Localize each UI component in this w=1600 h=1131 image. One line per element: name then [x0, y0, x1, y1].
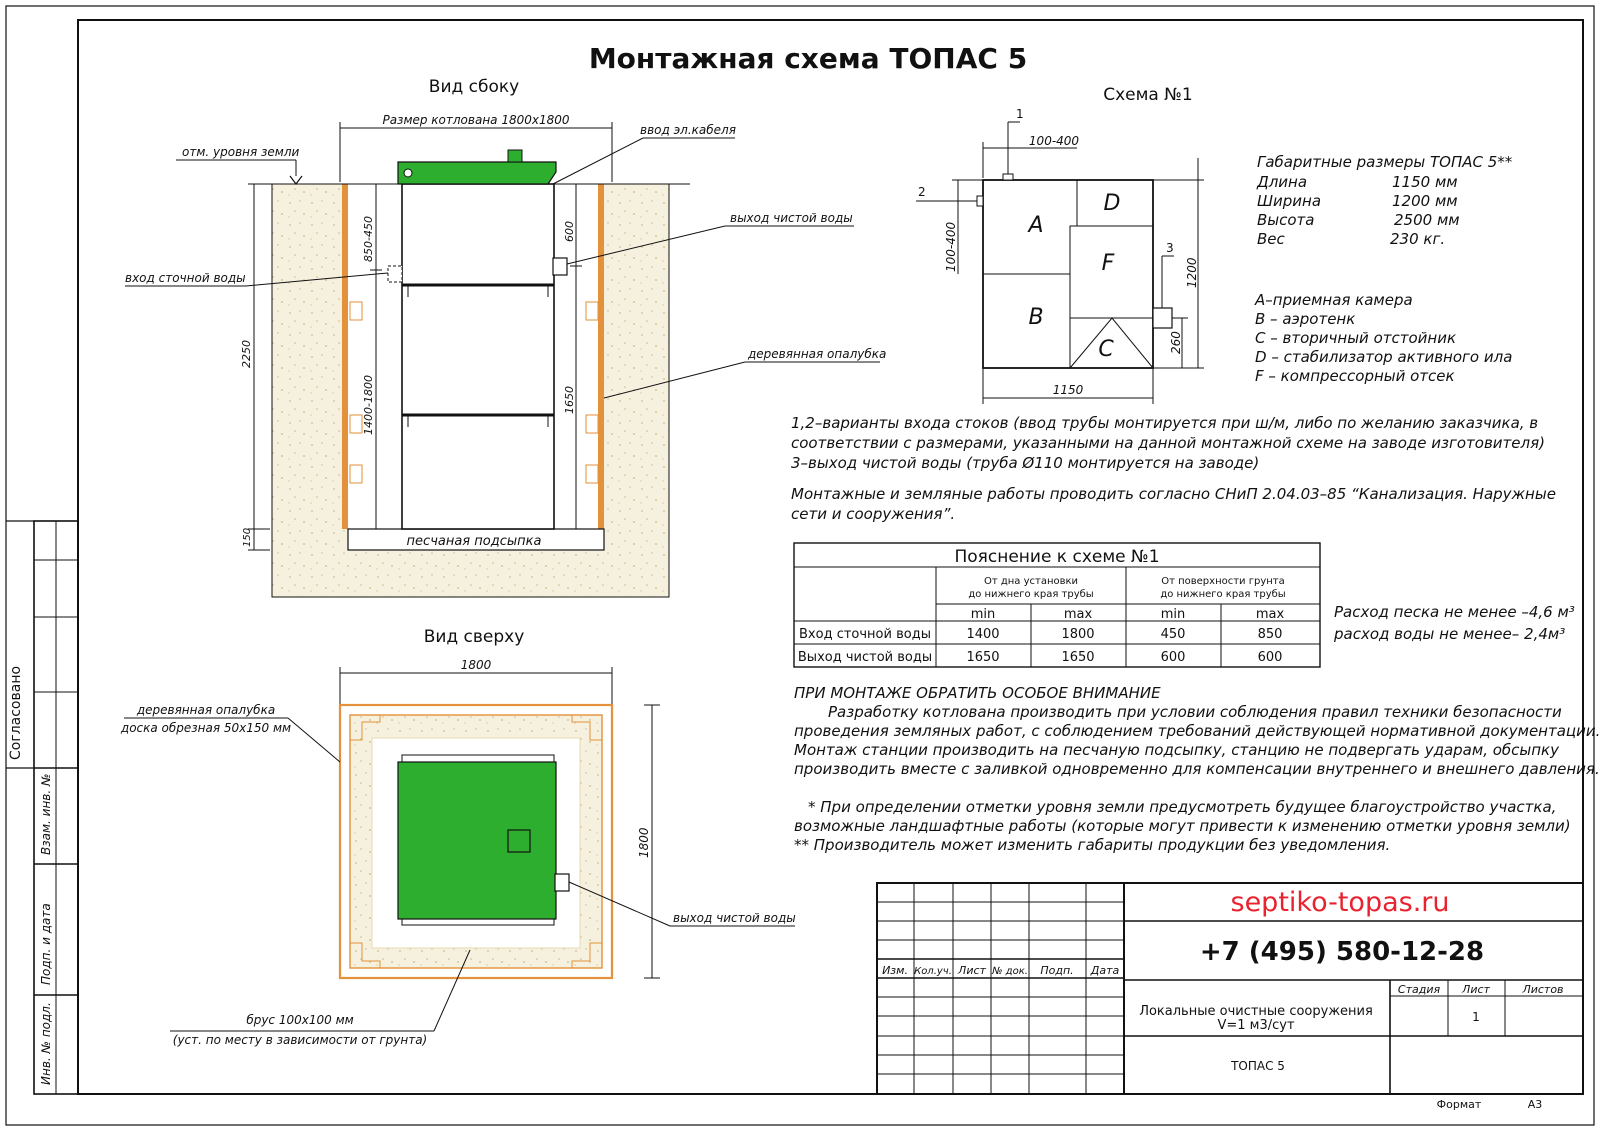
table-row-0-v1: 1800	[1061, 627, 1095, 642]
col-kol-uch: Кол.уч.	[914, 966, 952, 977]
table-sub-2: min	[1160, 607, 1186, 622]
dim-1400-1800: 1400-1800	[362, 375, 375, 435]
format-label: Формат	[1436, 1098, 1482, 1111]
spec-label-1: Ширина	[1257, 192, 1322, 210]
legend-item-b: В – аэротенк	[1255, 310, 1356, 328]
table-row-1-v1: 1650	[1061, 650, 1095, 665]
attention-line-2: Монтаж станции производить на песчаную подсыпку, станцию не подвергать ударам, обсыпку	[794, 741, 1559, 759]
table-row-0-label: Вход сточной воды	[799, 627, 931, 642]
table-sub-1: max	[1063, 607, 1093, 622]
legend	[1254, 291, 1512, 385]
stage-label: Стадия	[1397, 983, 1441, 996]
top-width-label: 1800	[460, 658, 492, 672]
note-snip-1: Монтажные и земляные работы проводить согласно СНиП 2.04.03–85 “Канализация. Наружные	[791, 485, 1556, 503]
section-b: B	[1028, 305, 1044, 330]
side-clean-out-label: выход чистой воды	[730, 211, 853, 225]
specs-title: Габаритные размеры ТОПАС 5**	[1257, 153, 1513, 171]
footnote-2: возможные ландшафтные работы (которые могут привести к изменению отметки уровня земли)	[794, 817, 1571, 835]
legend-item-d: D – стабилизатор активного ила	[1255, 348, 1513, 366]
note-variants-2: соответствии с размерами, указанными на данной монтажной схеме на заводе изготовителя)	[791, 434, 1545, 452]
table-sub-0: min	[970, 607, 996, 622]
waste-in-label: вход сточной воды	[125, 271, 246, 285]
dim-260: 260	[1169, 331, 1183, 354]
formwork-left	[342, 184, 348, 529]
sheet-number: 1	[1472, 1010, 1480, 1024]
marker-2: 2	[918, 185, 926, 199]
dim-1650: 1650	[563, 386, 576, 414]
beam-label-2: (уст. по месту в зависимости от грунта)	[172, 1033, 428, 1047]
top-formwork-label-1: деревянная опалубка	[136, 703, 276, 717]
desc-line-1: Локальные очистные сооружения	[1139, 1004, 1373, 1019]
inv-orig-label: Инв. № подл.	[39, 1002, 53, 1085]
footnote-3: ** Производитель может изменить габариты продукции без уведомления.	[794, 836, 1391, 854]
dim-2250: 2250	[240, 340, 253, 368]
tank-lid	[398, 162, 556, 184]
spec-label-2: Высота	[1257, 211, 1315, 229]
col-izm: Изм.	[882, 964, 908, 977]
legend-item-a: А–приемная камера	[1255, 291, 1413, 309]
side-waste-in-pipe	[388, 266, 402, 282]
notes	[791, 414, 1556, 523]
table-row-0-v2: 450	[1160, 627, 1186, 642]
top-tank	[398, 762, 556, 919]
attention-line-0: Разработку котлована производить при условии соблюдения правил техники безопасности	[828, 703, 1562, 721]
legend-item-f: F – компрессорный отсек	[1255, 367, 1455, 385]
side-clean-out-pipe	[553, 258, 567, 275]
table-row-0-v0: 1400	[966, 627, 1000, 642]
section-f: F	[1101, 251, 1115, 276]
section-c: C	[1098, 337, 1114, 362]
marker-1: 1	[1016, 107, 1024, 121]
website-link[interactable]: septiko-topas.ru	[1230, 887, 1450, 918]
agreed-label: Согласовано	[8, 665, 24, 760]
beam-label-1: брус 100х100 мм	[246, 1013, 354, 1027]
table-sub-3: max	[1255, 607, 1285, 622]
dim-top: 100-400	[1028, 134, 1080, 148]
cable-input-label: ввод эл.кабеля	[640, 123, 736, 137]
tank-body	[402, 184, 554, 529]
top-view	[120, 627, 796, 1047]
dim-left: 100-400	[944, 221, 958, 272]
product-name: ТОПАС 5	[1231, 1059, 1285, 1073]
side-view-heading: Вид сбоку	[428, 77, 520, 97]
spec-value-0: 1150 мм	[1392, 173, 1458, 191]
sand-label: песчаная подсыпка	[406, 534, 542, 549]
scheme-heading: Схема №1	[1103, 85, 1193, 105]
page-title: Монтажная схема ТОПАС 5	[588, 42, 1028, 75]
sheet-label: Лист	[1462, 983, 1490, 996]
side-view	[125, 77, 886, 597]
attention-line-1: проведения земляных работ, с соблюдением требований действующей нормативной документации.	[794, 722, 1600, 740]
table-group2-line1: От поверхности грунта	[1161, 576, 1285, 587]
attention-heading: ПРИ МОНТАЖЕ ОБРАТИТЬ ОСОБОЕ ВНИМАНИЕ	[794, 684, 1161, 702]
format-value: А3	[1527, 1098, 1543, 1111]
table-row-1-v2: 600	[1160, 650, 1186, 665]
col-n-dok: № док.	[992, 966, 1028, 977]
spec-value-1: 1200 мм	[1392, 192, 1458, 210]
section-a: A	[1028, 213, 1044, 238]
table-group1-line1: От дна установки	[983, 576, 1079, 587]
note-variants-3: 3–выход чистой воды (труба Ø110 монтируется на заводе)	[791, 454, 1260, 472]
sand-consumption: Расход песка не менее –4,6 м³	[1334, 603, 1575, 621]
note-snip-2: сети и сооружения”.	[791, 505, 956, 523]
note-variants-1: 1,2–варианты входа стоков (ввод трубы монтируется при ш/м, либо по желанию заказчика, в	[791, 414, 1539, 432]
table-title: Пояснение к схеме №1	[954, 547, 1160, 567]
sign-date-label: Подп. и дата	[39, 903, 53, 985]
dim-850-450: 850-450	[362, 216, 375, 262]
top-height-label: 1800	[637, 827, 651, 858]
table-row-1-label: Выход чистой воды	[797, 650, 933, 665]
dim-600: 600	[563, 221, 576, 242]
formwork-label: деревянная опалубка	[748, 347, 887, 361]
col-data: Дата	[1090, 964, 1120, 977]
pit-size-label: Размер котлована 1800х1800	[382, 113, 570, 127]
specs	[1256, 153, 1513, 248]
col-podp: Подп.	[1040, 964, 1074, 977]
attention-line-3: производить вместе с заливкой одновременно для компенсации внутреннего и внешнего давления.	[794, 760, 1600, 778]
explanation-table	[794, 543, 1320, 667]
formwork-right	[598, 184, 604, 529]
dim-right: 1200	[1185, 257, 1199, 288]
ground-mark-label: отм. уровня земли	[182, 145, 300, 159]
table-group1-line2: до нижнего края трубы	[968, 589, 1094, 600]
top-clean-out-label: выход чистой воды	[673, 911, 796, 925]
title-block	[877, 883, 1583, 1111]
replace-inv-label: Взам. инв. №	[39, 773, 53, 855]
sheets-label: Листов	[1522, 983, 1564, 996]
table-row-0-v3: 850	[1257, 627, 1283, 642]
attention-block	[794, 684, 1600, 854]
top-formwork-label-2: доска обрезная 50х150 мм	[120, 721, 292, 735]
water-consumption: расход воды не менее– 2,4м³	[1334, 625, 1566, 643]
phone-number[interactable]: +7 (495) 580-12-28	[1199, 937, 1485, 967]
scheme-1	[916, 85, 1204, 404]
dim-bottom: 1150	[1052, 383, 1084, 397]
top-clean-out-pipe	[555, 874, 569, 891]
table-group2-line2: до нижнего края трубы	[1160, 589, 1286, 600]
table-row-1-v3: 600	[1257, 650, 1283, 665]
left-side-strip	[6, 521, 78, 1094]
spec-label-0: Длина	[1257, 173, 1308, 191]
spec-label-3: Вес	[1257, 230, 1285, 248]
spec-value-3: 230 кг.	[1390, 230, 1446, 248]
table-row-1-v0: 1650	[966, 650, 1000, 665]
marker-3: 3	[1166, 241, 1174, 255]
col-list: Лист	[958, 964, 986, 977]
footnote-1: * При определении отметки уровня земли предусмотреть будущее благоустройство участка,	[808, 798, 1557, 816]
dim-150: 150	[242, 527, 253, 547]
legend-item-c: С – вторичный отстойник	[1255, 329, 1457, 347]
desc-line-2: V=1 м3/сут	[1217, 1018, 1295, 1033]
top-view-heading: Вид сверху	[423, 627, 525, 647]
spec-value-2: 2500 мм	[1394, 211, 1460, 229]
section-d: D	[1103, 191, 1121, 216]
